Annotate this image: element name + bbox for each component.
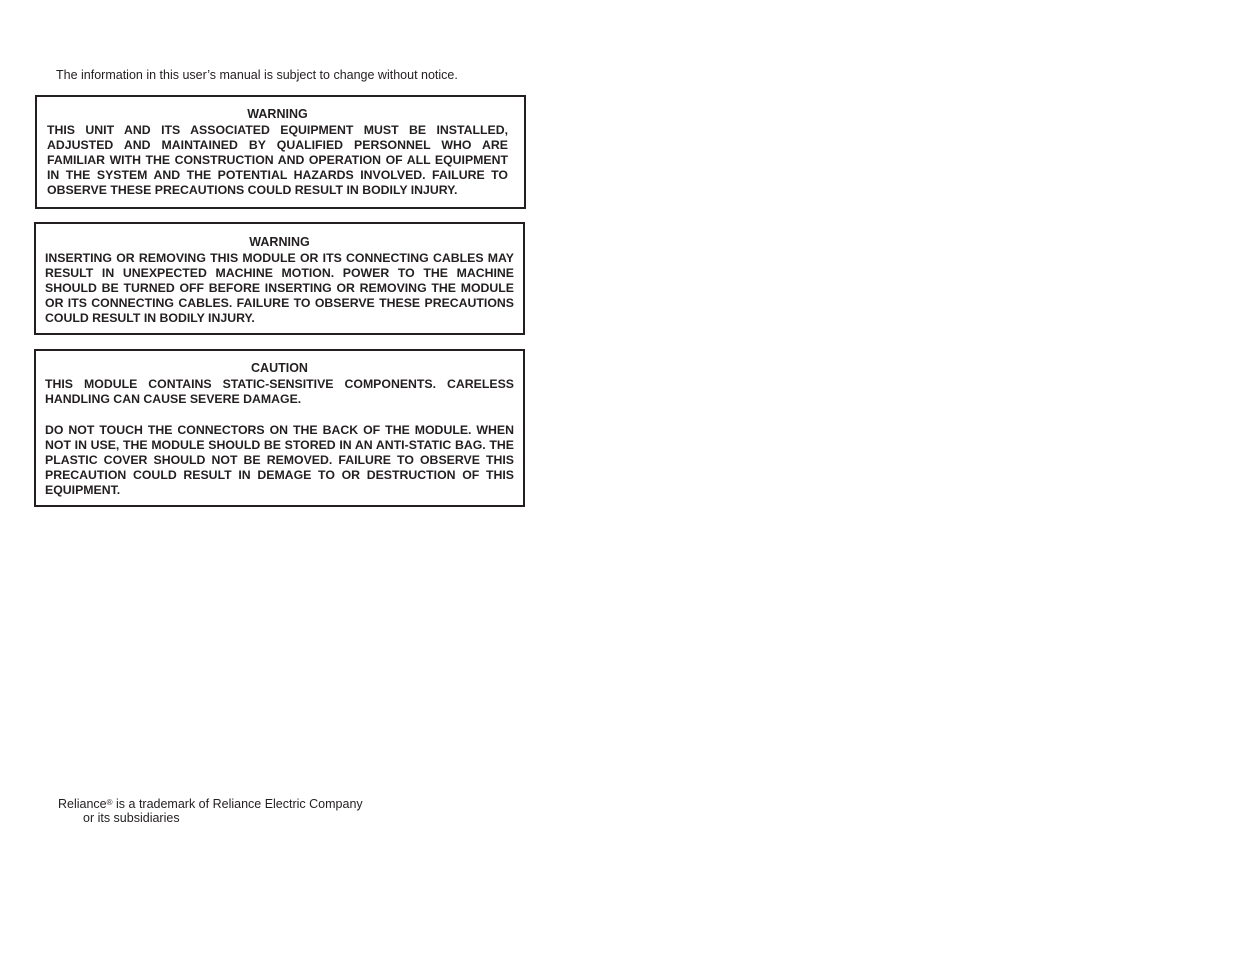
warning-box-installation [35, 95, 526, 209]
caution-box-static [34, 349, 525, 507]
trademark-brand: Reliance [58, 797, 107, 811]
caution-box-text-connectors: DO NOT TOUCH THE CONNECTORS ON THE BACK OF THE MODULE. WHEN NOT IN USE, THE MODULE SHOULD BE STORED IN AN ANTI-STATIC BAG. THE PLASTIC COVER SHOULD NOT BE REMOVED. FAILURE TO OBSERVE THIS PRECAUTION COULD RESULT IN DEMAGE TO OR DESTRUCTION OF THIS EQUIPMENT. [45, 423, 514, 497]
warning-box-title: WARNING [247, 107, 308, 121]
trademark-line2: or its subsidiaries [83, 811, 180, 825]
trademark-notice [58, 796, 363, 825]
registered-mark: ® [106, 798, 113, 807]
warning-box-text: THIS UNIT AND ITS ASSOCIATED EQUIPMENT MUST BE INSTALLED, ADJUSTED AND MAINTAINED BY QUALIFIED PERSONNEL WHO ARE FAMILIAR WITH THE CONSTRUCTION AND OPERATION OF ALL EQUIPMENT IN THE SYSTEM AND THE POTENTIAL HAZARDS INVOLVED. FAILURE TO OBSERVE THESE PRECAUTIONS COULD RESULT IN BODILY INJURY. [47, 123, 508, 197]
caution-box-text-static: THIS MODULE CONTAINS STATIC-SENSITIVE COMPONENTS. CARELESS HANDLING CAN CAUSE SEVERE DAMAGE. [45, 377, 514, 406]
caution-box-title: CAUTION [251, 361, 308, 375]
warning-box-title: WARNING [249, 235, 310, 249]
trademark-line1: is a trademark of Reliance Electric Company [112, 797, 363, 811]
change-notice: The information in this user’s manual is subject to change without notice. [56, 68, 458, 82]
warning-box-machine-motion [34, 222, 525, 335]
warning-box-text: INSERTING OR REMOVING THIS MODULE OR ITS CONNECTING CABLES MAY RESULT IN UNEXPECTED MACHINE MOTION. POWER TO THE MACHINE SHOULD BE TURNED OFF BEFORE INSERTING OR REMOVING THE MODULE OR ITS CONNECTING CABLES. FAILURE TO OBSERVE THESE PRECAUTIONS COULD RESULT IN BODILY INJURY. [45, 251, 514, 325]
